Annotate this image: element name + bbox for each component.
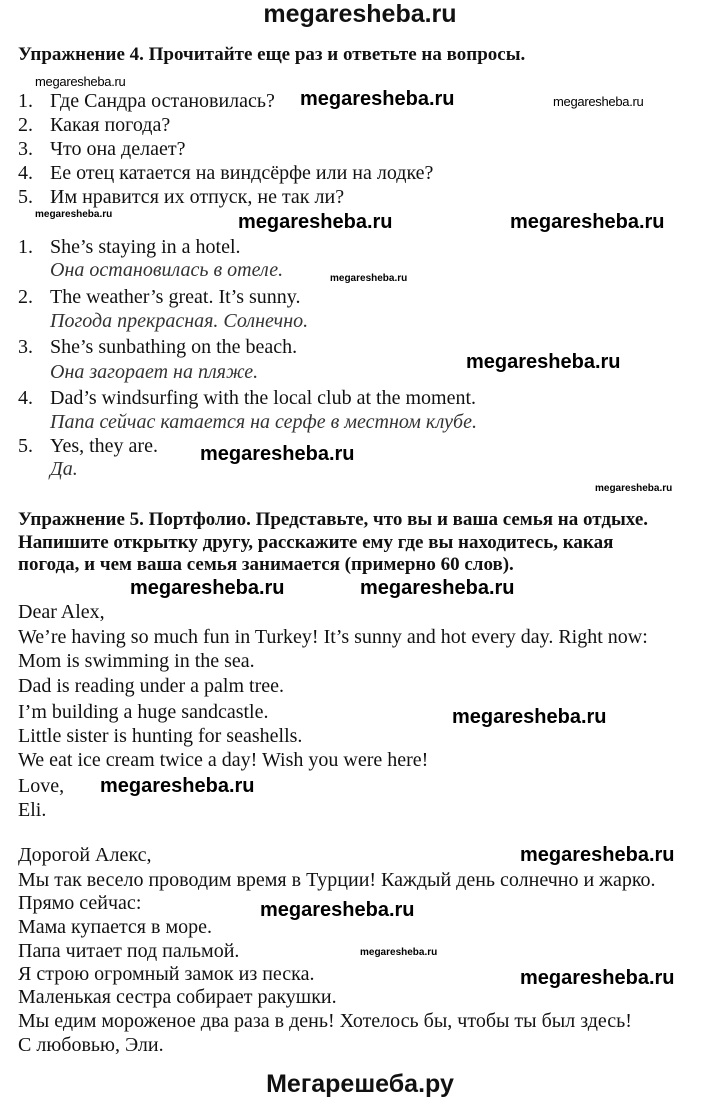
question-number: 4. — [18, 162, 33, 184]
watermark: megaresheba.ru — [360, 947, 438, 958]
watermark: megaresheba.ru — [595, 483, 673, 494]
postcard-line: Little sister is hunting for seashells. — [18, 725, 303, 747]
site-header: megaresheba.ru — [263, 0, 457, 28]
question-text: Им нравится их отпуск, не так ли? — [50, 186, 345, 208]
answer-text: She’s sunbathing on the beach. — [50, 336, 298, 358]
postcard-line: Мама купается в море. — [18, 916, 212, 938]
watermark: megaresheba.ru — [35, 209, 113, 220]
answer-text: She’s staying in a hotel. — [50, 236, 241, 258]
answer-number: 2. — [18, 286, 33, 308]
answer-text: The weather’s great. It’s sunny. — [50, 286, 301, 308]
answer-number: 1. — [18, 236, 33, 258]
watermark: megaresheba.ru — [130, 577, 285, 599]
answer-translation: Папа сейчас катается на серфе в местном клубе. — [50, 411, 477, 433]
watermark: megaresheba.ru — [466, 351, 621, 373]
watermark: megaresheba.ru — [452, 706, 607, 728]
watermark: megaresheba.ru — [200, 443, 355, 465]
watermark: megaresheba.ru — [238, 211, 393, 233]
postcard-line: We’re having so much fun in Turkey! It’s sunny and hot every day. Right now: — [18, 626, 648, 648]
answer-number: 5. — [18, 435, 33, 457]
postcard-line: Прямо сейчас: — [18, 892, 142, 914]
postcard-line: Маленькая сестра собирает ракушки. — [18, 986, 337, 1008]
watermark: megaresheba.ru — [330, 273, 408, 284]
watermark: megaresheba.ru — [260, 899, 415, 921]
answer-text: Dad’s windsurfing with the local club at the moment. — [50, 387, 477, 409]
answer-translation: Погода прекрасная. Солнечно. — [50, 310, 309, 332]
watermark: megaresheba.ru — [300, 88, 455, 110]
question-text: Где Сандра остановилась? — [50, 90, 275, 112]
watermark: megaresheba.ru — [553, 94, 644, 109]
question-number: 1. — [18, 90, 33, 112]
postcard-line: Дорогой Алекс, — [18, 844, 152, 866]
postcard-line: I’m building a huge sandcastle. — [18, 701, 269, 723]
postcard-line: Eli. — [18, 799, 47, 821]
watermark: megaresheba.ru — [520, 844, 675, 866]
answer-text: Yes, they are. — [50, 435, 158, 457]
postcard-line: Я строю огромный замок из песка. — [18, 963, 315, 985]
site-footer: Мегарешеба.ру — [266, 1070, 454, 1098]
watermark: megaresheba.ru — [360, 577, 515, 599]
question-text: Ее отец катается на виндсёрфе или на лодке? — [50, 162, 434, 184]
postcard-line: Мы едим мороженое два раза в день! Хотелось бы, чтобы ты был здесь! — [18, 1010, 632, 1032]
exercise-5-heading: Упражнение 5. Портфолио. Представьте, что вы и ваша семья на отдыхе. — [18, 509, 648, 530]
answer-number: 4. — [18, 387, 33, 409]
postcard-line: Mom is swimming in the sea. — [18, 650, 255, 672]
postcard-line: Dad is reading under a palm tree. — [18, 675, 285, 697]
postcard-line: Dear Alex, — [18, 601, 105, 623]
watermark: megaresheba.ru — [35, 74, 126, 89]
question-number: 5. — [18, 186, 33, 208]
answer-translation: Она загорает на пляже. — [50, 361, 259, 383]
postcard-line: We eat ice cream twice a day! Wish you were here! — [18, 749, 429, 771]
watermark: megaresheba.ru — [520, 967, 675, 989]
question-text: Что она делает? — [50, 138, 186, 160]
question-number: 2. — [18, 114, 33, 136]
postcard-line: Папа читает под пальмой. — [18, 940, 240, 962]
answer-number: 3. — [18, 336, 33, 358]
answer-translation: Да. — [50, 458, 78, 480]
question-text: Какая погода? — [50, 114, 171, 136]
exercise-4-heading: Упражнение 4. Прочитайте еще раз и ответьте на вопросы. — [18, 44, 526, 65]
postcard-line: Мы так весело проводим время в Турции! Каждый день солнечно и жарко. — [18, 869, 656, 891]
watermark: megaresheba.ru — [510, 211, 665, 233]
postcard-line: С любовью, Эли. — [18, 1034, 164, 1056]
exercise-5-heading: Напишите открытку другу, расскажите ему где вы находитесь, какая — [18, 532, 614, 553]
question-number: 3. — [18, 138, 33, 160]
watermark: megaresheba.ru — [100, 775, 255, 797]
exercise-5-heading: погода, и чем ваша семья занимается (примерно 60 слов). — [18, 554, 514, 575]
answer-translation: Она остановилась в отеле. — [50, 259, 284, 281]
postcard-line: Love, — [18, 775, 65, 797]
